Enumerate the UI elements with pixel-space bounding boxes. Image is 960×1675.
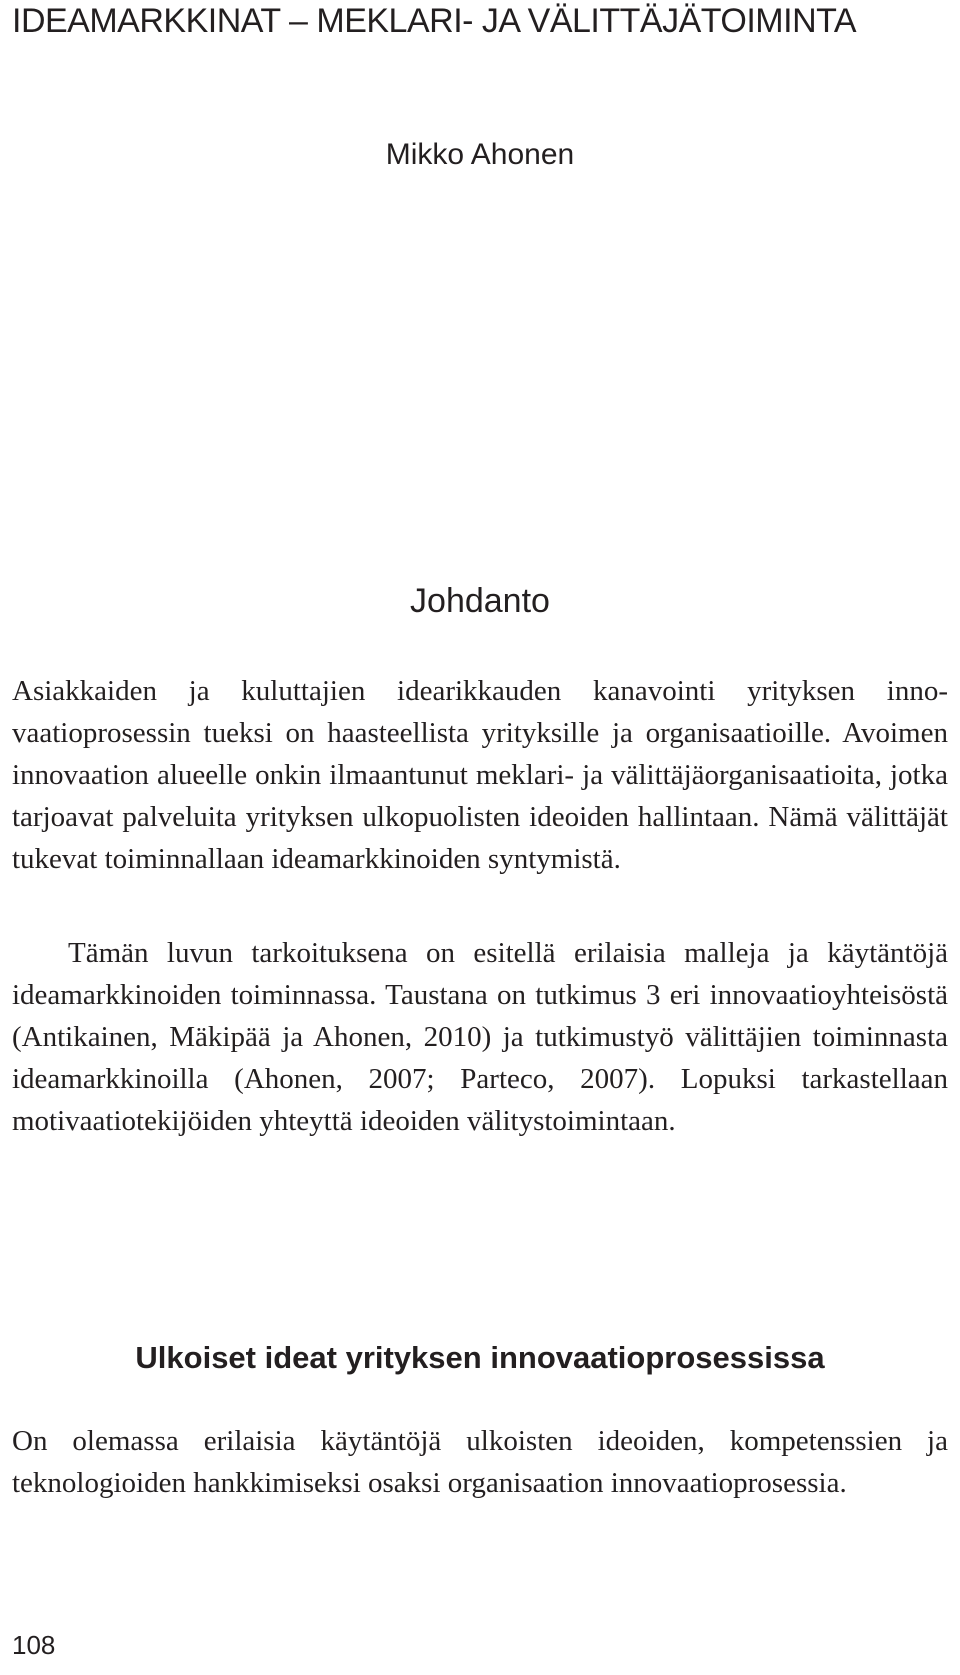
page-number: 108 xyxy=(12,1630,56,1660)
paragraph: On olemassa erilaisia käytäntöjä ulkoisten ideoiden, kompetenssien ja teknologioiden hankkimiseksi osaksi organisaation innovaatioprosessia. xyxy=(12,1425,948,1499)
paragraph: Asiakkaiden ja kuluttajien idearikkauden kanavointi yrityksen innovaatioprosessin tueksi on haasteellista yrityksille ja organisaatioille. Avoimen innovaation alueelle onkin ilmaantunut meklari- ja välittäjäorganisaatioita, jotka tarjoavat palveluita yrityksen ulkopuolisten ideoiden hallintaan. Nämä välittäjät tukevat toiminnallaan ideamarkkinoiden syntymistä. xyxy=(12,675,948,875)
author-name: Mikko Ahonen xyxy=(385,138,575,171)
chapter-title: IDEAMARKKINAT – MEKLARI- JA VÄLITTÄJÄTOIMINTA xyxy=(12,2,857,40)
section-heading-johdanto: Johdanto xyxy=(410,582,550,620)
paragraph: Tämän luvun tarkoituksena on esitellä erilaisia malleja ja käytäntöjä ideamarkkinoiden toiminnassa. Taustana on tutkimus 3 eri innovaatioyhteisöstä (Antikainen, Mäkipää ja Ahonen, 2010) ja tutkimustyö välittäjien toiminnasta ideamarkkinoilla (Ahonen, 2007; Parteco, 2007). Lopuksi tarkastellaan motivaatiotekijöiden yhteyttä ideoiden välitystoimintaan. xyxy=(12,937,948,1137)
section-heading-ulkoiset-ideat: Ulkoiset ideat yrityksen innovaatioprosessissa xyxy=(135,1340,825,1375)
